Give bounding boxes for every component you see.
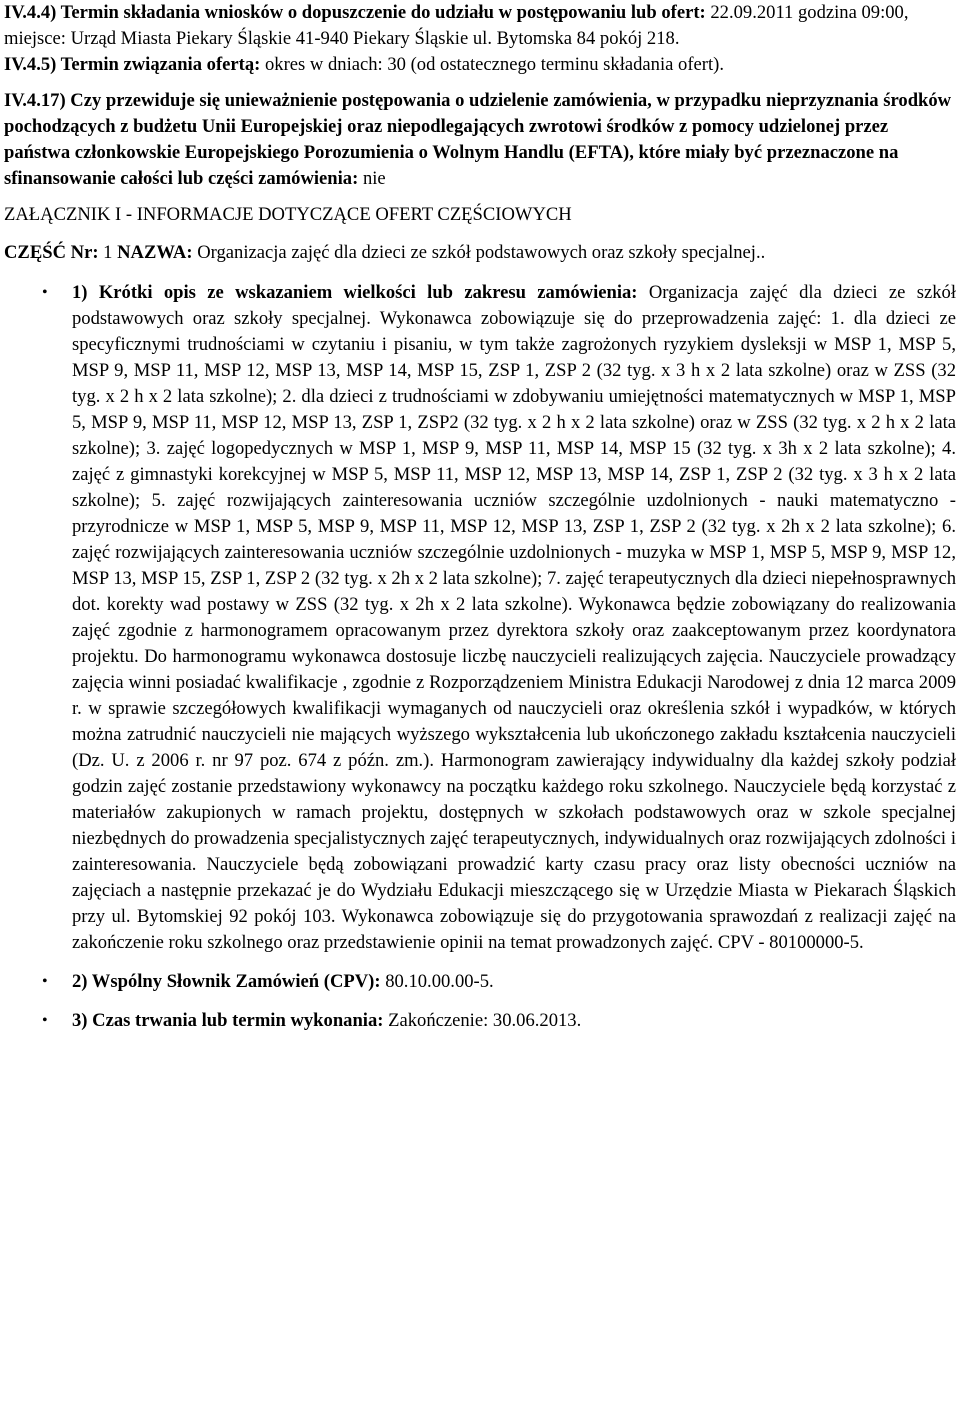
annex-title: ZAŁĄCZNIK I - INFORMACJE DOTYCZĄCE OFERT CZĘŚCIOWYCH <box>4 204 572 225</box>
part-name-value: Organizacja zajęć dla dzieci ze szkół podstawowych oraz szkoły specjalnej.. <box>192 242 766 263</box>
part-heading <box>4 240 956 266</box>
part-name-label: NAZWA: <box>117 242 193 263</box>
bullet-icon: • <box>42 973 48 990</box>
section-iv-4-17-text: nie <box>358 168 386 189</box>
bullet-icon: • <box>42 284 48 301</box>
document-page <box>4 0 956 1047</box>
section-iv-4-17-label: IV.4.17) Czy przewiduje się unieważnienie postępowania o udzielenie zamówienia, w przypadku nieprzyznania środków pochodzących z budżetu Unii Europejskiej oraz niepodlegających zwrotowi środków z pomocy udzielonej przez państwa członkowskie Europejskiego Porozumienia o Wolnym Handlu (EFTA), które miały być przeznaczone na sfinansowanie całości lub części zamówienia: <box>4 90 952 189</box>
description-label: 1) Krótki opis ze wskazaniem wielkości lub zakresu zamówienia: <box>72 282 638 303</box>
duration-value: Zakończenie: 30.06.2013. <box>383 1010 582 1031</box>
part-number-label: CZĘŚĆ Nr: <box>4 242 99 263</box>
section-iv-4-5-text: okres w dniach: 30 (od ostatecznego terminu składania ofert). <box>260 54 724 75</box>
section-iv-4-5 <box>4 52 956 78</box>
duration-label: 3) Czas trwania lub termin wykonania: <box>72 1010 384 1031</box>
section-iv-4-17 <box>4 88 956 192</box>
list-item-duration <box>42 1008 956 1034</box>
cpv-value: 80.10.00.00-5. <box>380 971 494 992</box>
bullet-icon: • <box>42 1012 48 1029</box>
part-details-list <box>4 280 956 1034</box>
list-item-description <box>42 280 956 956</box>
section-iv-4-4-label: IV.4.4) Termin składania wniosków o dopuszczenie do udziału w postępowaniu lub ofert: <box>4 2 706 23</box>
section-iv-4-5-label: IV.4.5) Termin związania ofertą: <box>4 54 261 75</box>
section-iv-4-4 <box>4 0 956 52</box>
list-item-cpv <box>42 969 956 995</box>
section-iv-4-4-text: 22.09.2011 godzina 09:00, miejsce: Urząd Miasta Piekary Śląskie 41-940 Piekary Śląskie ul. Bytomska 84 pokój 218. <box>4 2 909 49</box>
description-text: Organizacja zajęć dla dzieci ze szkół podstawowych oraz szkoły specjalnej. Wykonawca zobowiązuje się do przeprowadzenia zajęć: 1. dla dzieci ze specyficznymi trudnościami w czytaniu i pisaniu, w tym także zagrożonych ryzykiem dysleksji w MSP 1, MSP 5, MSP 9, MSP 11, MSP 12, MSP 13, MSP 14, MSP 15, ZSP 1, ZSP 2 (32 tyg. x 3 h x 2 lata szkolne) oraz w ZSS (32 tyg. x 2 h x 2 lata szkolne); 2. dla dzieci z trudnościami w zdobywaniu umiejętności matematycznych w MSP 1, MSP 5, MSP 9, MSP 11, MSP 12, MSP 13, ZSP 1, ZSP2 (32 tyg. x 2 h x 2 lata szkolne) oraz w ZSS (32 tyg. x 2 h x 2 lata szkolne); 3. zajęć logopedycznych w MSP 1, MSP 9, MSP 11, MSP 14, MSP 15 (32 tyg. x 3h x 2 lata szkolne); 4. zajęć z gimnastyki korekcyjnej w MSP 5, MSP 11, MSP 12, MSP 13, MSP 14, ZSP 1, ZSP 2 (32 tyg. x 3 h x 2 lata szkolne); 5. zajęć rozwijających zainteresowania uczniów szczególnie uzdolnionych - nauki matematyczno -przyrodnicze w MSP 1, MSP 5, MSP 9, MSP 11, MSP 12, MSP 13, ZSP 1, ZSP 2 (32 tyg. x 2h x 2 lata szkolne); 6. zajęć rozwijających zainteresowania uczniów szczególnie uzdolnionych - muzyka w MSP 1, MSP 5, MSP 9, MSP 12, MSP 13, MSP 15, ZSP 1, ZSP 2 (32 tyg. x 2h x 2 lata szkolne); 7. zajęć terapeutycznych dla dzieci niepełnosprawnych dot. korekty wad postawy w ZSS (32 tyg. x 2h x 2 lata szkolne). Wykonawca będzie zobowiązany do realizowania zajęć zgodnie z harmonogramem opracowanym przez dyrektora szkoły oraz zaakceptowanym przez koordynatora projektu. Do harmonogramu wykonawca dostosuje liczbę nauczycieli realizujących zajęcia. Nauczyciele prowadzący zajęcia winni posiadać kwalifikacje , zgodnie z Rozporządzeniem Ministra Edukacji Narodowej z dnia 12 marca 2009 r. w sprawie szczegółowych kwalifikacji wymaganych od nauczycieli oraz określenia szkół i wypadków, w których można zatrudnić nauczycieli nie mających wyższego wykształcenia lub ukończonego zakładu kształcenia nauczycieli (Dz. U. z 2006 r. nr 97 poz. 674 z późn. zm.). Harmonogram zawierający indywidualny dla każdej szkoły podział godzin zajęć zostanie przedstawiony wykonawcy na początku każdego roku szkolnego. Nauczyciele będą korzystać z materiałów zakupionych w ramach projektu, dostępnych w szkołach podstawowych oraz w szkole specjalnej niezbędnych do prowadzenia specjalistycznych zajęć terapeutycznych, indywidualnych oraz rozwijających zdolności i zainteresowania. Nauczyciele będą zobowiązani prowadzić karty czasu pracy oraz listy obecności uczniów na zajęciach a następnie przekazać je do Wydziału Edukacji mieszczącego się w Urzędzie Miasta w Piekarach Śląskich przy ul. Bytomskiej 92 pokój 103. Wykonawca zobowiązuje się do przygotowania sprawozdań z realizacji zajęć na zakończenie roku szkolnego oraz przedstawienie opinii na temat prowadzonych zajęć. CPV - 80100000-5. <box>72 282 956 953</box>
cpv-label: 2) Wspólny Słownik Zamówień (CPV): <box>72 971 381 992</box>
part-number-value: 1 <box>98 242 118 263</box>
